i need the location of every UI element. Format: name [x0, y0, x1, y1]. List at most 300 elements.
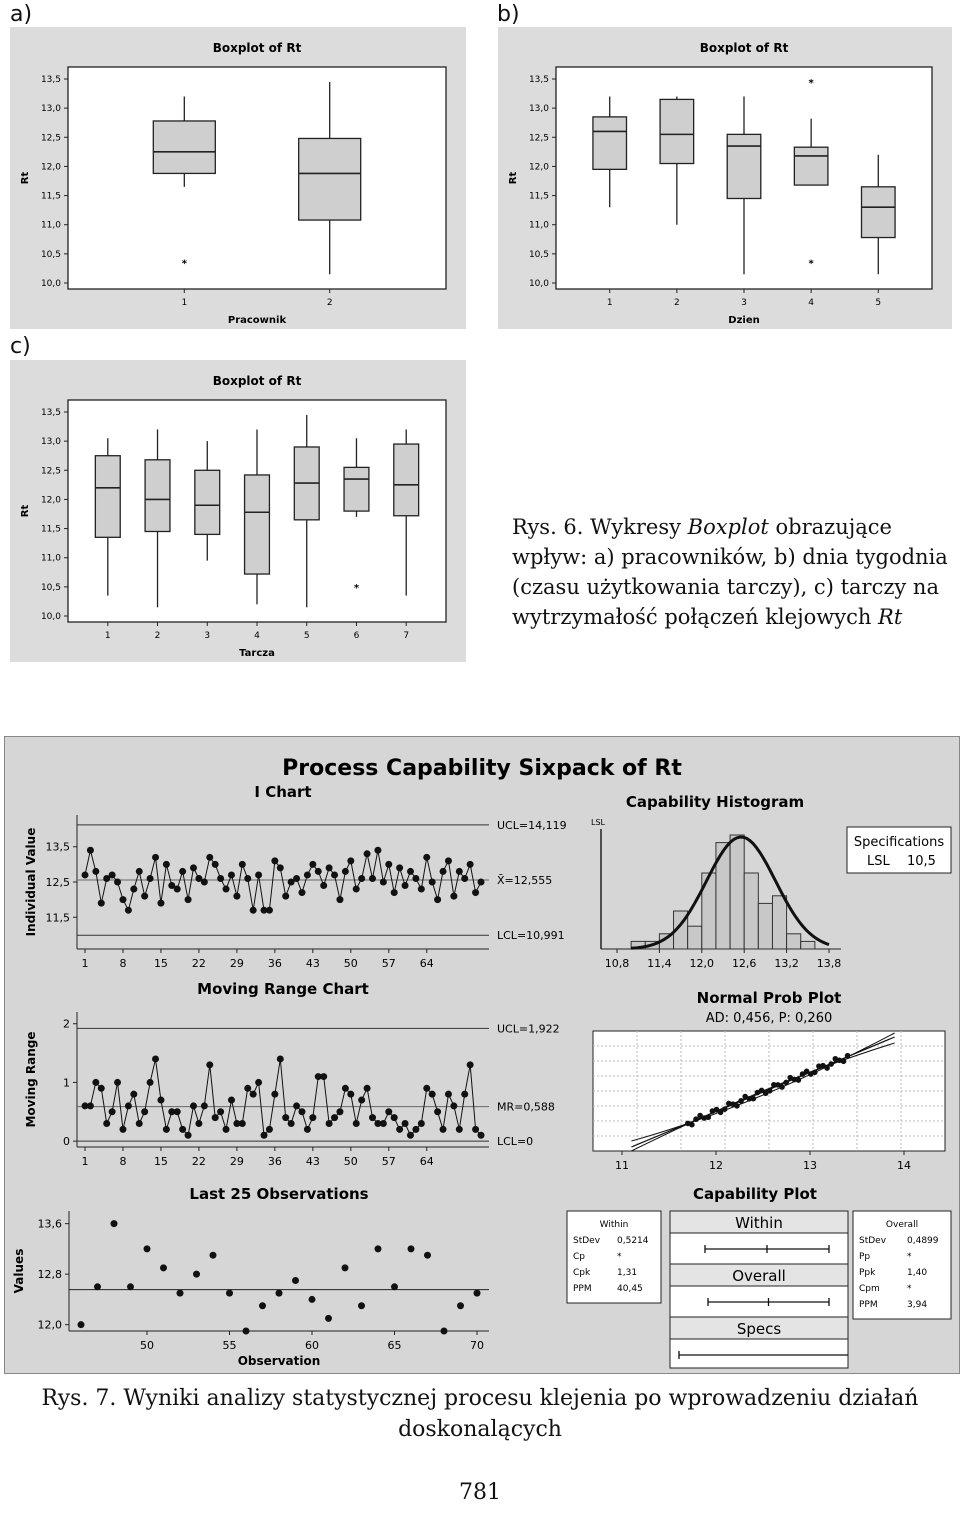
i-chart-point: [304, 871, 311, 878]
y-tick-label: 10,5: [40, 249, 61, 260]
i-chart-point: [109, 871, 116, 878]
i-chart-point: [271, 857, 278, 864]
i-chart-point: [440, 868, 447, 875]
last25-point: [358, 1302, 365, 1309]
i-chart-point: [342, 868, 349, 875]
last25-point: [292, 1277, 299, 1284]
box: [862, 187, 896, 238]
i-chart-point: [174, 886, 181, 893]
overall-stat-name: StDev: [859, 1236, 887, 1246]
mr-chart-title: Moving Range Chart: [197, 980, 369, 998]
box: [794, 147, 828, 185]
box: [727, 134, 761, 198]
outlier-marker: *: [181, 258, 187, 270]
i-chart-point: [467, 861, 474, 868]
mr-chart-point: [369, 1114, 376, 1121]
i-chart-point: [185, 896, 192, 903]
mr-chart-point: [174, 1108, 181, 1115]
i-chart-point: [266, 907, 273, 914]
i-chart-point: [152, 854, 159, 861]
i-chart-point: [233, 893, 240, 900]
y-tick-label: 11,0: [528, 220, 549, 231]
i-chart-point: [429, 879, 436, 886]
i-chart-point: [190, 864, 197, 871]
i-chart-point: [82, 871, 89, 878]
i-chart-point: [358, 875, 365, 882]
normprob-point: [734, 1103, 740, 1109]
x-tick-label: 2: [673, 298, 680, 308]
mr-chart-x-tick-label: 1: [81, 1155, 89, 1168]
histogram-bar: [787, 934, 801, 949]
last25-point: [226, 1290, 233, 1297]
mr-chart-point: [157, 1097, 164, 1104]
mr-chart-point: [429, 1091, 436, 1098]
last25-point: [193, 1271, 200, 1278]
y-tick-label: 12,0: [40, 495, 61, 506]
box: [95, 456, 120, 538]
last25-y-tick-label: 12,0: [37, 1318, 62, 1332]
sixpack-chart: [5, 737, 959, 1373]
i-chart-point: [114, 879, 121, 886]
mr-chart-x-tick-label: 29: [229, 1155, 244, 1168]
mr-chart-point: [92, 1079, 99, 1086]
mr-chart-point: [380, 1120, 387, 1127]
i-chart-point: [385, 861, 392, 868]
mr-chart-point: [114, 1079, 121, 1086]
i-chart-point: [157, 900, 164, 907]
x-axis-label: Dzien: [728, 315, 760, 326]
i-chart-point: [92, 868, 99, 875]
boxplot-chart-b: [498, 27, 952, 329]
mr-chart-point: [250, 1091, 257, 1098]
normprob-stats: AD: 0,456, P: 0,260: [705, 1011, 833, 1026]
i-chart-point: [331, 871, 338, 878]
y-tick-label: 12,0: [40, 162, 61, 173]
last25-point: [78, 1321, 85, 1328]
i-chart-point: [239, 861, 246, 868]
last25-point: [177, 1290, 184, 1297]
i-chart-point: [472, 889, 479, 896]
mr-chart-x-tick-label: 50: [343, 1155, 358, 1168]
last25-point: [391, 1283, 398, 1290]
mr-chart-point: [412, 1126, 419, 1133]
last25-point: [94, 1283, 101, 1290]
i-chart-point: [179, 868, 186, 875]
capplot-title: Capability Plot: [693, 1185, 817, 1203]
i-chart-x-tick-label: 64: [419, 957, 434, 970]
i-chart-ucl-label: UCL=14,119: [497, 818, 567, 832]
mr-chart-point: [309, 1114, 316, 1121]
box: [145, 460, 170, 532]
i-chart-point: [461, 875, 468, 882]
y-tick-label: 11,5: [528, 191, 549, 202]
last25-x-tick-label: 65: [387, 1339, 402, 1352]
i-chart-point: [380, 879, 387, 886]
overall-stat-value: *: [907, 1284, 912, 1294]
mr-chart-point: [206, 1061, 213, 1068]
i-chart-point: [456, 868, 463, 875]
i-chart-point: [212, 861, 219, 868]
x-tick-label: 3: [204, 631, 211, 641]
histogram-bar: [801, 941, 815, 949]
i-chart-point: [217, 875, 224, 882]
mr-chart-point: [103, 1120, 110, 1127]
figure6-caption-middle: obrazujące wpływ: a) pracowników, b) dnia tygodnia (czasu użytkowania tarczy), c) tarczy na wytrzymałość połączeń klejowych: [512, 515, 948, 629]
i-chart-x-tick-label: 22: [191, 957, 206, 970]
mr-chart-x-tick-label: 8: [119, 1155, 127, 1168]
mr-chart-point: [141, 1108, 148, 1115]
mr-chart-point: [255, 1079, 262, 1086]
mr-chart-point: [212, 1114, 219, 1121]
normprob-x-tick-label: 13: [803, 1159, 817, 1172]
i-chart-point: [206, 854, 213, 861]
histogram-x-tick-label: 13,8: [816, 957, 842, 970]
mr-chart-point: [87, 1102, 94, 1109]
last25-x-tick-label: 50: [140, 1339, 154, 1352]
overall-stats-title: Overall: [885, 1220, 919, 1230]
histogram-bar: [730, 835, 744, 949]
i-chart-x-tick-label: 8: [119, 957, 127, 970]
boxplot-chart-c: [10, 360, 466, 662]
mr-chart-point: [385, 1108, 392, 1115]
within-stat-name: Cpk: [573, 1268, 591, 1278]
i-chart-point: [87, 847, 94, 854]
within-stat-value: *: [617, 1252, 622, 1262]
y-tick-label: 11,0: [40, 220, 61, 231]
mr-chart-point: [326, 1120, 333, 1127]
last25-point: [408, 1245, 415, 1252]
y-tick-label: 11,5: [40, 524, 61, 535]
boxplot-panel-a: [10, 27, 466, 329]
mr-chart-point: [467, 1061, 474, 1068]
i-chart-point: [315, 868, 322, 875]
i-chart-x-tick-label: 29: [229, 957, 244, 970]
y-tick-label: 13,0: [40, 104, 61, 115]
normprob-title: Normal Prob Plot: [696, 989, 842, 1007]
y-tick-label: 12,0: [528, 162, 549, 173]
i-chart-point: [277, 864, 284, 871]
mr-chart-point: [304, 1126, 311, 1133]
overall-stat-name: Pp: [859, 1252, 871, 1262]
mr-chart-point: [331, 1114, 338, 1121]
last25-point: [259, 1302, 266, 1309]
i-chart-y-tick-label: 11,5: [45, 911, 70, 925]
mr-chart-point: [282, 1114, 289, 1121]
last25-point: [127, 1283, 134, 1290]
box: [344, 467, 369, 511]
last25-point: [276, 1290, 283, 1297]
i-chart-x-tick-label: 15: [153, 957, 168, 970]
histogram-x-tick-label: 11,4: [647, 957, 672, 970]
i-chart-x-tick-label: 43: [305, 957, 320, 970]
i-chart-title: I Chart: [254, 783, 312, 801]
histogram-title: Capability Histogram: [625, 793, 805, 811]
last25-point: [457, 1302, 464, 1309]
last25-point: [474, 1290, 481, 1297]
spec-lsl-label: LSL: [867, 854, 890, 869]
overall-stat-name: PPM: [859, 1300, 878, 1310]
mr-chart-point: [271, 1091, 278, 1098]
y-axis-label: Rt: [20, 504, 31, 518]
within-stat-value: 1,31: [617, 1268, 638, 1278]
mr-chart-point: [320, 1073, 327, 1080]
i-chart-point: [163, 861, 170, 868]
outlier-marker: *: [808, 77, 814, 89]
last25-point: [160, 1264, 167, 1271]
histogram-bar: [772, 896, 786, 949]
within-stat-name: StDev: [573, 1236, 601, 1246]
boxplot-panel-b: [498, 27, 952, 329]
mr-chart-x-tick-label: 15: [153, 1155, 168, 1168]
histogram-x-tick-label: 12,6: [731, 957, 757, 970]
i-chart-point: [136, 868, 143, 875]
mr-chart-point: [244, 1085, 251, 1092]
i-chart-point: [223, 886, 230, 893]
normprob-point: [779, 1084, 785, 1090]
mr-chart-point: [163, 1126, 170, 1133]
mr-chart-point: [195, 1120, 202, 1127]
within-stat-name: Cp: [573, 1252, 585, 1262]
normprob-point: [705, 1114, 711, 1120]
i-chart-point: [445, 857, 452, 864]
mr-chart-point: [185, 1132, 192, 1139]
mr-chart-x-tick-label: 43: [305, 1155, 320, 1168]
mr-chart-point: [461, 1091, 468, 1098]
last25-point: [342, 1264, 349, 1271]
last25-point: [325, 1315, 332, 1322]
i-chart-point: [130, 886, 137, 893]
mr-chart-point: [336, 1108, 343, 1115]
y-tick-label: 10,5: [528, 249, 549, 260]
x-tick-label: 3: [741, 298, 747, 308]
x-tick-label: 4: [254, 631, 260, 641]
mr-chart-point: [228, 1097, 235, 1104]
box: [394, 444, 419, 516]
outlier-marker: *: [808, 258, 814, 270]
i-chart-point: [228, 871, 235, 878]
i-chart-point: [353, 886, 360, 893]
i-chart-point: [309, 861, 316, 868]
x-tick-label: 1: [104, 631, 111, 641]
last25-x-label: Observation: [237, 1354, 321, 1368]
mr-chart-point: [364, 1085, 371, 1092]
mr-chart-point: [179, 1126, 186, 1133]
panel-label-c: c): [10, 334, 31, 359]
x-axis-label: Pracownik: [227, 315, 287, 326]
x-tick-label: 5: [875, 298, 882, 308]
mr-chart-point: [136, 1120, 143, 1127]
y-tick-label: 13,5: [40, 408, 61, 418]
spec-lsl-value: 10,5: [907, 854, 936, 869]
last25-point: [111, 1220, 118, 1227]
figure6-caption-italic2: Rt: [878, 605, 903, 629]
sixpack-title: Process Capability Sixpack of Rt: [282, 756, 682, 781]
mr-chart-point: [201, 1102, 208, 1109]
histogram-x-tick-label: 10,8: [604, 957, 630, 970]
normprob-point: [828, 1061, 834, 1067]
x-tick-label: 2: [154, 631, 161, 641]
mr-chart-point: [190, 1102, 197, 1109]
mr-chart-point: [98, 1085, 105, 1092]
mr-chart-point: [223, 1126, 230, 1133]
x-tick-label: 6: [353, 631, 360, 641]
chart-title: Boxplot of Rt: [212, 41, 302, 55]
y-tick-label: 13,0: [40, 437, 61, 448]
x-tick-label: 5: [303, 631, 310, 641]
i-chart-point: [98, 900, 105, 907]
box: [660, 99, 694, 163]
mr-chart-point: [152, 1055, 159, 1062]
y-tick-label: 13,0: [528, 104, 549, 115]
sixpack-panel: [4, 736, 960, 1374]
mr-chart-point: [217, 1108, 224, 1115]
last25-title: Last 25 Observations: [189, 1185, 369, 1203]
i-chart-point: [450, 893, 457, 900]
mr-chart-point: [396, 1126, 403, 1133]
i-chart-point: [374, 847, 381, 854]
last25-point: [243, 1328, 250, 1335]
i-chart-point: [423, 854, 430, 861]
last25-y-tick-label: 12,8: [37, 1268, 62, 1282]
mr-chart-point: [478, 1132, 485, 1139]
last25-point: [309, 1296, 316, 1303]
histogram-x-tick-label: 12,0: [689, 957, 715, 970]
x-tick-label: 1: [606, 298, 613, 308]
panel-label-a: a): [10, 2, 33, 27]
within-stat-value: 40,45: [617, 1284, 643, 1294]
mr-chart-point: [130, 1091, 137, 1098]
y-tick-label: 13,5: [40, 75, 61, 85]
mr-chart-point: [440, 1126, 447, 1133]
last25-point: [424, 1252, 431, 1259]
overall-stat-name: Ppk: [859, 1268, 876, 1278]
i-chart-point: [402, 882, 409, 889]
i-chart-point: [364, 850, 371, 857]
i-chart-point: [347, 857, 354, 864]
overall-stat-name: Cpm: [859, 1284, 880, 1294]
panel-label-b: b): [497, 2, 520, 27]
figure6-caption-prefix: Rys. 6. Wykresy: [512, 515, 688, 539]
last25-x-tick-label: 55: [222, 1339, 237, 1352]
x-tick-label: 4: [808, 298, 815, 308]
within-stat-name: PPM: [573, 1284, 592, 1294]
x-tick-label: 2: [326, 298, 333, 308]
mr-chart-point: [109, 1108, 116, 1115]
y-axis-label: Rt: [508, 171, 519, 185]
y-tick-label: 11,0: [40, 553, 61, 564]
normprob-point: [722, 1106, 728, 1112]
mr-chart-point: [239, 1120, 246, 1127]
i-chart-point: [293, 875, 300, 882]
i-chart-point: [407, 868, 414, 875]
normprob-point: [751, 1096, 757, 1102]
i-chart-point: [391, 889, 398, 896]
i-chart-center-label: X̄=12,555: [497, 874, 553, 888]
mr-chart-point: [418, 1120, 425, 1127]
normprob-point: [841, 1058, 847, 1064]
i-chart-lcl-label: LCL=10,991: [497, 929, 565, 943]
boxplot-panel-c: [10, 360, 466, 662]
i-chart-x-tick-label: 36: [267, 957, 282, 970]
box: [593, 117, 627, 169]
i-chart-point: [141, 893, 148, 900]
outlier-marker: *: [353, 582, 360, 594]
normprob-x-tick-label: 14: [897, 1159, 911, 1172]
normprob-x-tick-label: 12: [709, 1159, 723, 1172]
mr-chart-center-label: MR=0,588: [497, 1100, 555, 1114]
x-tick-label: 7: [403, 631, 410, 641]
mr-chart-lcl-label: LCL=0: [497, 1135, 534, 1149]
mr-chart-x-tick-label: 22: [191, 1155, 206, 1168]
box: [299, 138, 361, 220]
y-tick-label: 12,5: [40, 133, 61, 144]
overall-stat-value: 0,4899: [907, 1236, 939, 1246]
chart-title: Boxplot of Rt: [212, 374, 302, 388]
y-tick-label: 13,5: [528, 75, 549, 85]
plot-area: [68, 67, 446, 289]
mr-chart-x-tick-label: 36: [267, 1155, 282, 1168]
x-tick-label: 1: [181, 298, 188, 308]
i-chart-point: [434, 896, 441, 903]
i-chart-y-label: Individual Value: [24, 827, 38, 937]
i-chart-point: [147, 875, 154, 882]
within-stats-title: Within: [599, 1220, 629, 1230]
box: [153, 121, 215, 173]
i-chart-point: [418, 886, 425, 893]
i-chart-point: [369, 875, 376, 882]
last25-point: [144, 1245, 151, 1252]
mr-chart-point: [407, 1132, 414, 1139]
i-chart-point: [125, 907, 132, 914]
chart-title: Boxplot of Rt: [699, 41, 789, 55]
y-tick-label: 12,5: [40, 466, 61, 477]
i-chart-point: [326, 864, 333, 871]
figure7-caption: [0, 1383, 960, 1445]
mr-chart-point: [277, 1055, 284, 1062]
normprob-point: [845, 1053, 851, 1059]
mr-chart-point: [266, 1126, 273, 1133]
box: [195, 470, 220, 534]
mr-chart-point: [445, 1091, 452, 1098]
i-chart-point: [250, 907, 257, 914]
spec-title: Specifications: [853, 835, 945, 850]
i-chart-point: [201, 879, 208, 886]
normprob-point: [796, 1077, 802, 1083]
mr-chart-point: [456, 1126, 463, 1133]
mr-chart-point: [347, 1091, 354, 1098]
mr-chart-point: [358, 1097, 365, 1104]
last25-point: [441, 1328, 448, 1335]
mr-chart-point: [353, 1120, 360, 1127]
figure6-caption: [512, 512, 952, 632]
last25-point: [375, 1245, 382, 1252]
i-chart-point: [320, 882, 327, 889]
last25-x-tick-label: 60: [305, 1339, 319, 1352]
overall-stat-value: 1,40: [907, 1268, 928, 1278]
i-chart-point: [255, 871, 262, 878]
mr-chart-point: [288, 1120, 295, 1127]
normprob-point: [767, 1088, 773, 1094]
mr-chart-point: [472, 1126, 479, 1133]
last25-point: [210, 1252, 217, 1259]
y-tick-label: 12,5: [528, 133, 549, 144]
i-chart-point: [244, 875, 251, 882]
i-chart-x-tick-label: 57: [381, 957, 396, 970]
mr-chart-point: [147, 1079, 154, 1086]
normprob-x-tick-label: 11: [615, 1159, 629, 1172]
mr-chart-point: [125, 1102, 132, 1109]
boxplot-chart-a: [10, 27, 466, 329]
